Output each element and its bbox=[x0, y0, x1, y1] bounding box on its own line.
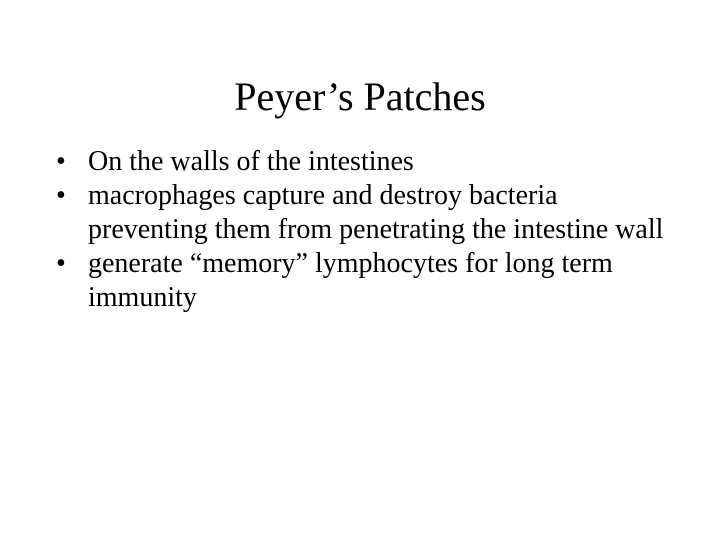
slide-title: Peyer’s Patches bbox=[234, 74, 486, 119]
bullet-item bbox=[56, 179, 676, 247]
bullet-text: macrophages capture and destroy bacteria preventing them from penetrating the intestine wall bbox=[88, 180, 664, 245]
bullet-icon: • bbox=[56, 248, 66, 279]
bullet-item bbox=[56, 247, 676, 315]
bullet-list bbox=[56, 145, 676, 315]
bullet-text: On the walls of the intestines bbox=[88, 146, 414, 177]
bullet-icon: • bbox=[56, 146, 66, 177]
bullet-icon: • bbox=[56, 180, 66, 211]
bullet-item bbox=[56, 145, 676, 179]
bullet-text: generate “memory” lymphocytes for long term immunity bbox=[88, 248, 613, 313]
